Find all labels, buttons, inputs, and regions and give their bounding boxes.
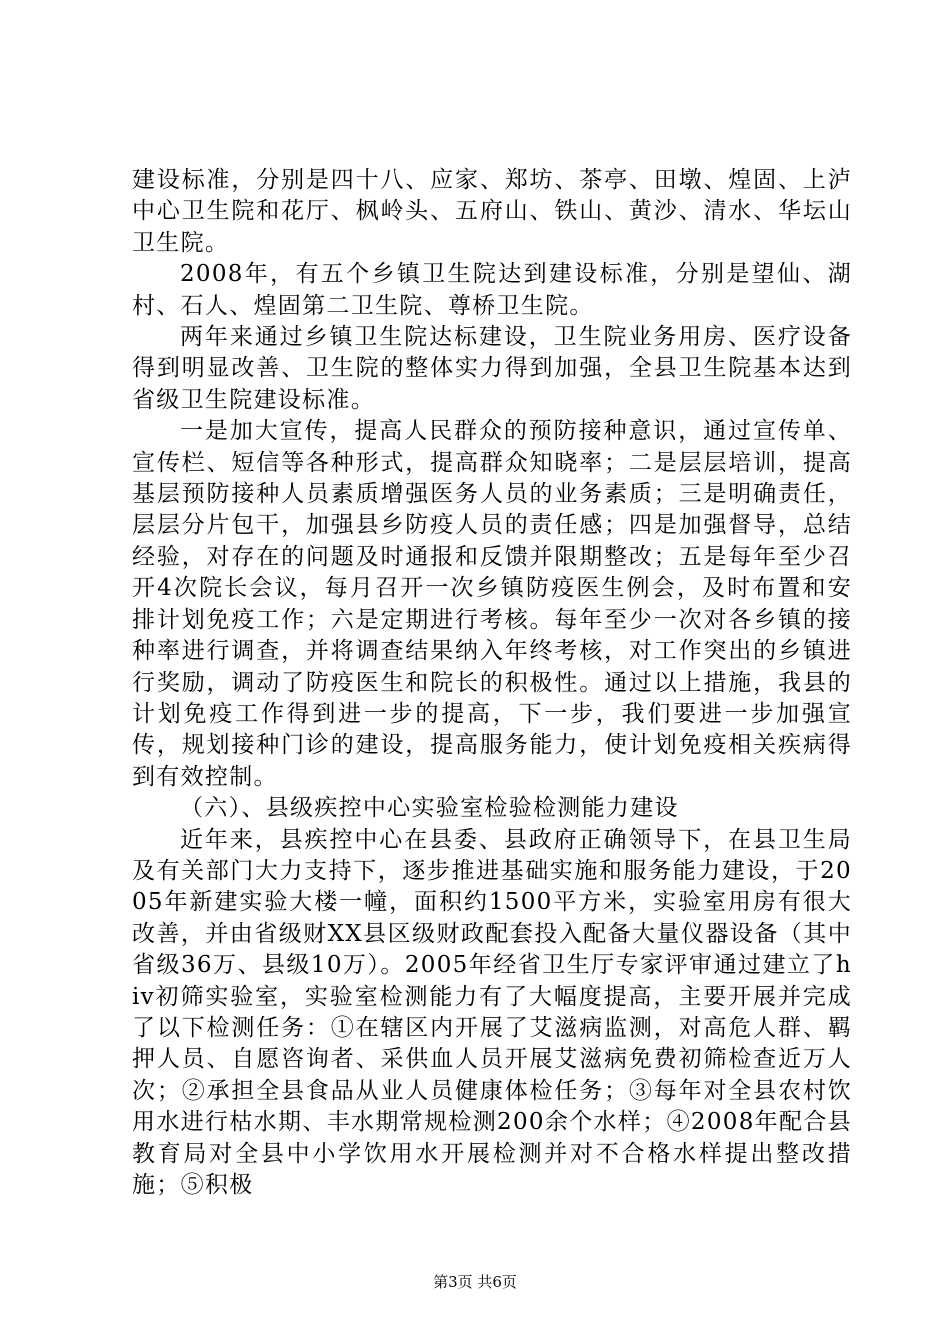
paragraph-2008-township-hospitals: 2008年，有五个乡镇卫生院达到建设标准，分别是望仙、湖村、石人、煌固第二卫生院、尊桥卫生院。 [132, 261, 852, 319]
paragraph-cdc-lab-development: 近年来，县疾控中心在县委、县政府正确领导下，在县卫生局及有关部门大力支持下，逐步推进基础实施和服务能力建设，于2005年新建实验大楼一幢，面积约1500平方米，实验室用房有很大改善，并由省级财XX县区级财政配套投入配备大量仪器设备（其中省级36万、县级10万）。2005年经省卫生厅专家评审通过建立了hiv初筛实验室，实验室检测能力有了大幅度提高，主要开展并完成了以下检测任务：①在辖区内开展了艾滋病监测，对高危人群、羁押人员、自愿咨询者、采供血人员开展艾滋病免费初筛检查近万人次；②承担全县食品从业人员健康体检任务；③每年对全县农村饮用水进行枯水期、丰水期常规检测200余个水样；④2008年配合县教育局对全县中小学饮用水开展检测并对不合格水样提出整改措施；⑤积极 [132, 826, 852, 1198]
paragraph-continued-standard-list: 建设标准，分别是四十八、应家、郑坊、茶亭、田墩、煌固、上泸中心卫生院和花厅、枫岭头、五府山、铁山、黄沙、清水、华坛山卫生院。 [132, 167, 852, 256]
body-text [132, 165, 852, 1201]
paragraph-two-years-construction: 两年来通过乡镇卫生院达标建设，卫生院业务用房、医疗设备得到明显改善、卫生院的整体实力得到加强，全县卫生院基本达到省级卫生院建设标准。 [132, 324, 852, 413]
paragraph-immunization-measures: 一是加大宣传，提高人民群众的预防接种意识，通过宣传单、宣传栏、短信等各种形式，提高群众知晓率；二是层层培训，提高基层预防接种人员素质增强医务人员的业务素质；三是明确责任，层层分片包干，加强县乡防疫人员的责任感；四是加强督导，总结经验，对存在的问题及时通报和反馈并限期整改；五是每年至少召开4次院长会议，每月召开一次乡镇防疫医生例会，及时布置和安排计划免疫工作；六是定期进行考核。每年至少一次对各乡镇的接种率进行调查，并将调查结果纳入年终考核，对工作突出的乡镇进行奖励，调动了防疫医生和院长的积极性。通过以上措施，我县的计划免疫工作得到进一步的提高，下一步，我们要进一步加强宣传，规划接种门诊的建设，提高服务能力，使计划免疫相关疾病得到有效控制。 [132, 418, 852, 790]
page-number-footer: 第3页 共6页 [433, 1273, 517, 1291]
section-heading-lab-capacity: （六）、县级疾控中心实验室检验检测能力建设 [180, 795, 679, 822]
